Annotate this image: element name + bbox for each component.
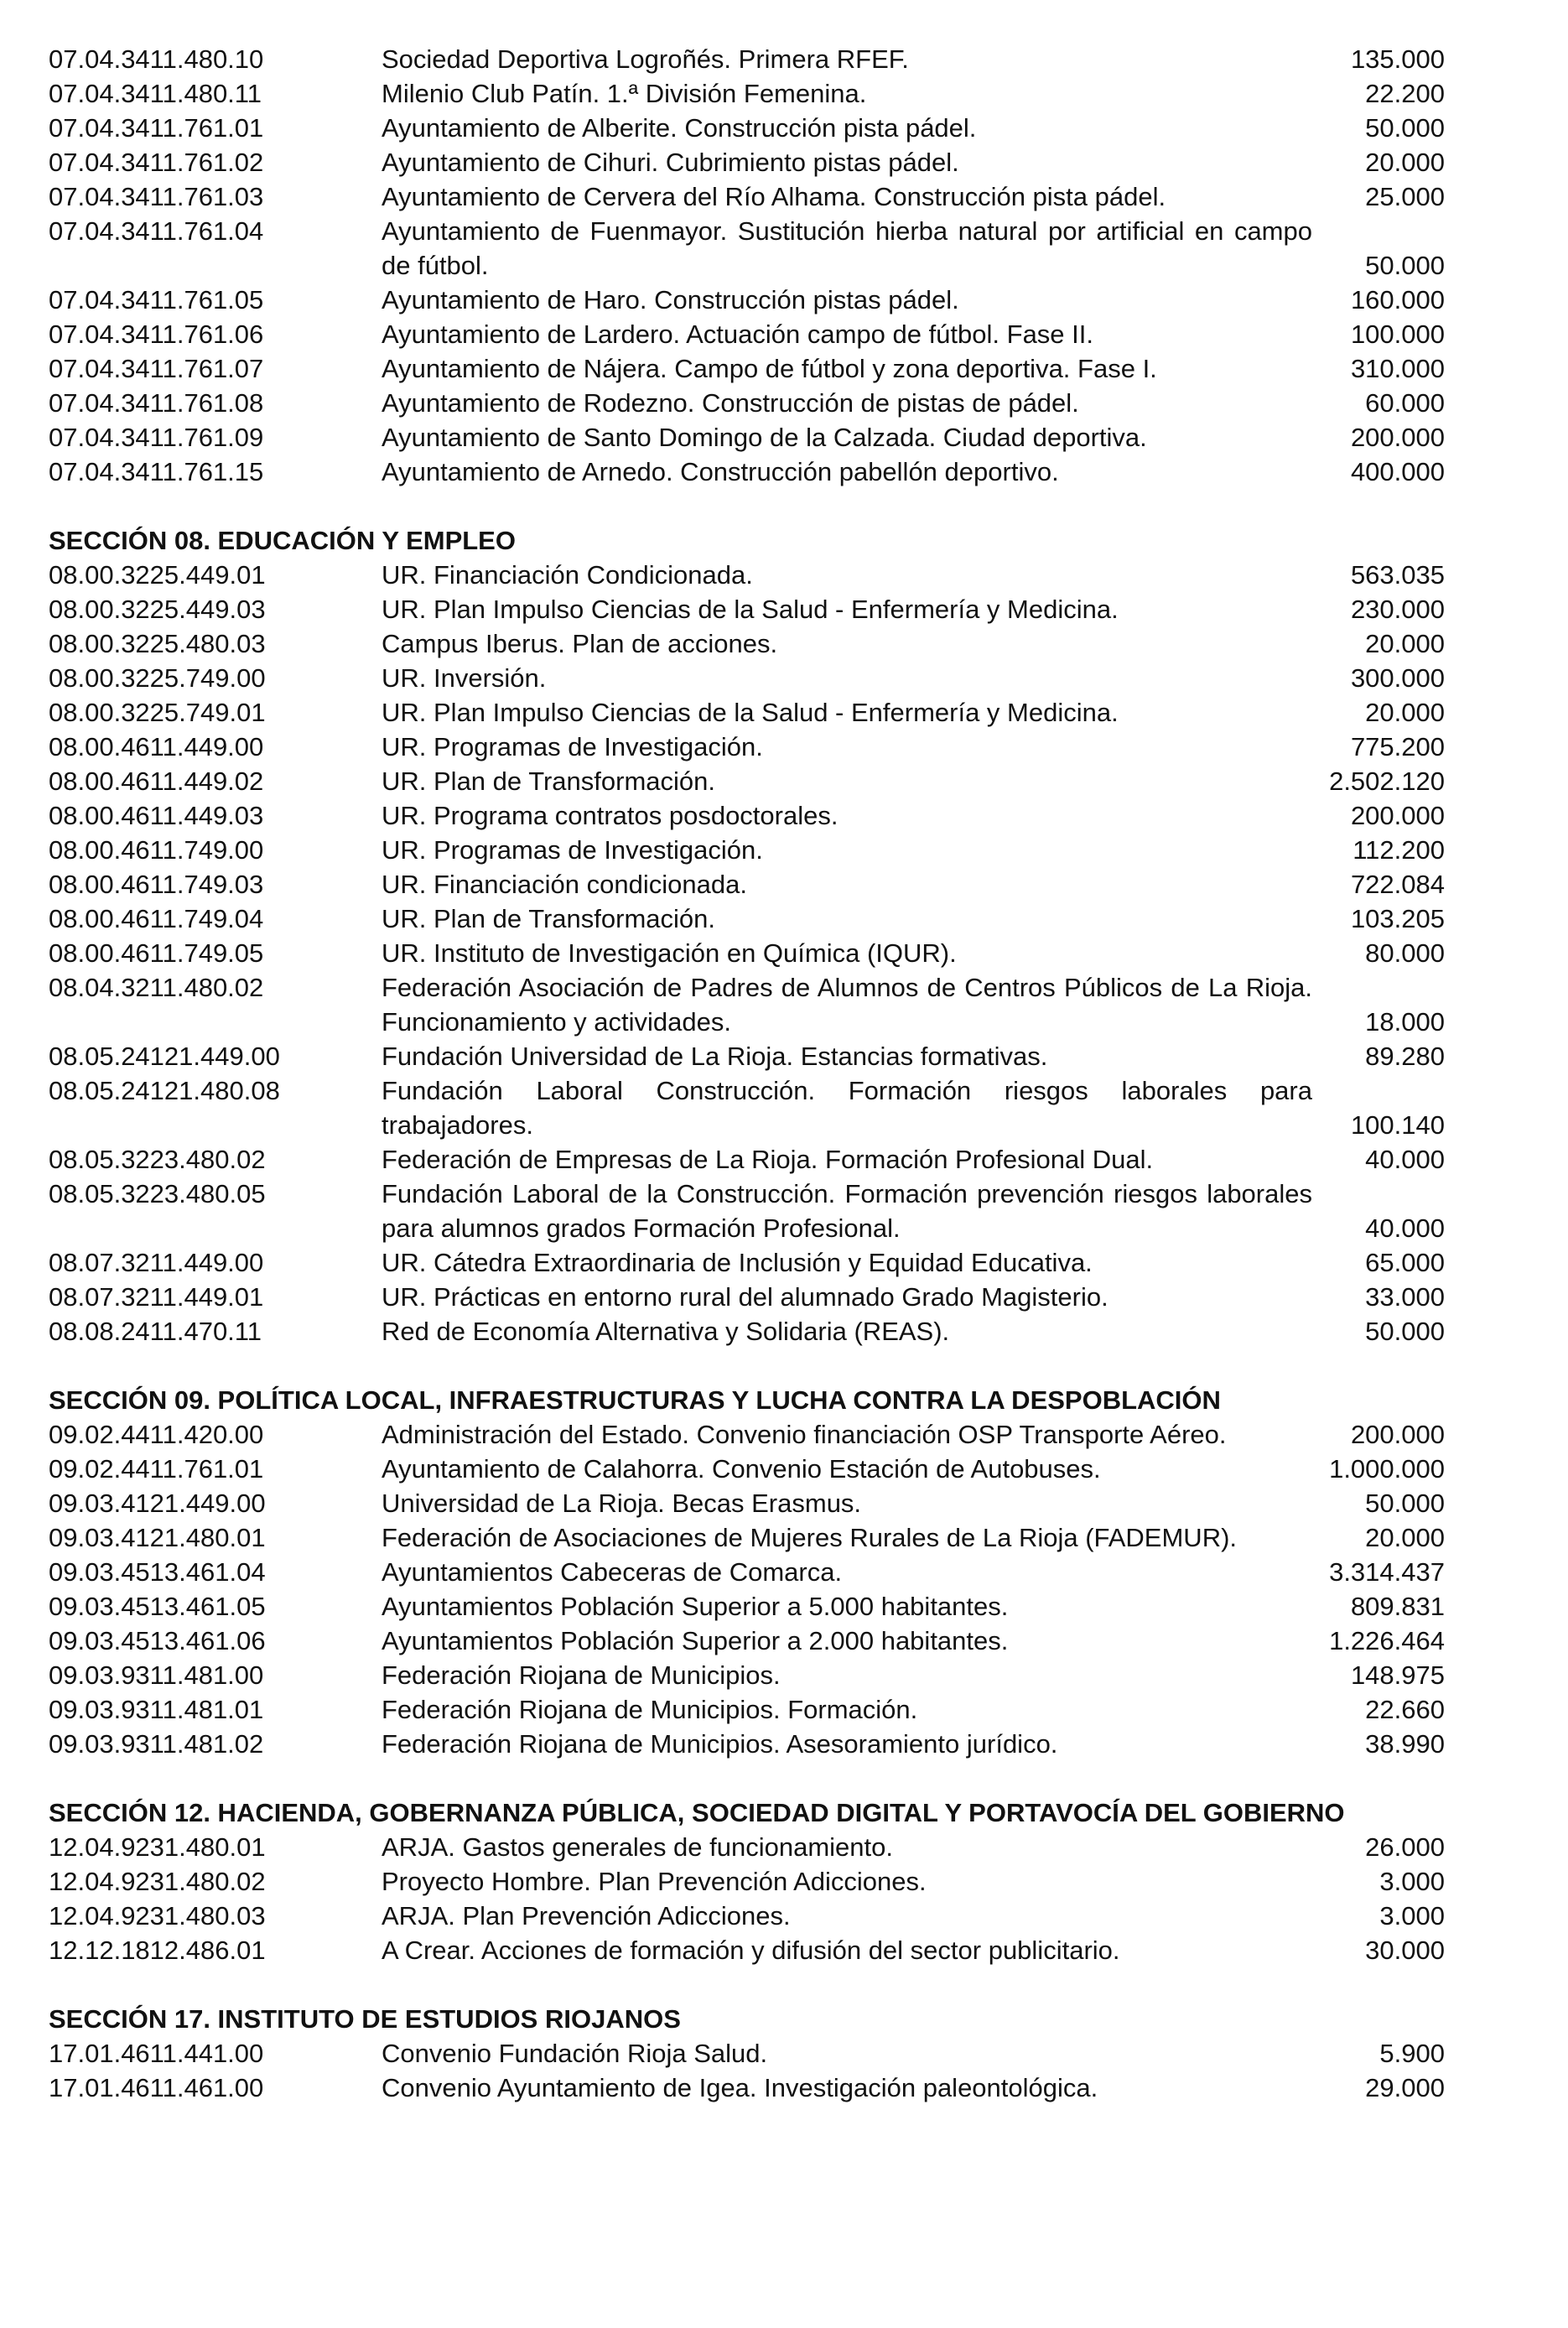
budget-line-row [49, 1486, 1445, 1520]
budget-code: 08.05.24121.480.08 [49, 1076, 280, 1105]
budget-amount: 112.200 [1353, 835, 1445, 865]
budget-amount: 33.000 [1365, 1282, 1445, 1312]
budget-code: 08.07.3211.449.00 [49, 1248, 264, 1277]
budget-line-row [49, 592, 1445, 626]
budget-code: 09.02.4411.420.00 [49, 1420, 264, 1449]
budget-line-row [49, 1589, 1445, 1624]
budget-amount: 5.900 [1379, 2039, 1445, 2068]
budget-amount: 65.000 [1365, 1248, 1445, 1277]
budget-amount: 160.000 [1350, 285, 1445, 314]
budget-description: Ayuntamiento de Fuenmayor. Sustitución hierba natural por artificial en campo de fútbol. [382, 216, 1312, 280]
budget-line-row [49, 1933, 1445, 1967]
budget-amount: 18.000 [1365, 1007, 1445, 1037]
section-heading: SECCIÓN 17. INSTITUTO DE ESTUDIOS RIOJANOS [49, 2004, 681, 2034]
budget-description: UR. Inversión. [382, 663, 547, 693]
budget-amount: 22.200 [1365, 79, 1445, 108]
budget-amount: 3.314.437 [1329, 1557, 1445, 1587]
budget-line-row [49, 1692, 1445, 1727]
budget-amount: 400.000 [1350, 457, 1445, 486]
budget-code: 08.00.4611.449.02 [49, 766, 264, 796]
budget-code: 08.00.3225.449.01 [49, 560, 266, 590]
budget-line-row [49, 1830, 1445, 1864]
budget-code: 07.04.3411.761.03 [49, 182, 264, 211]
budget-description: Ayuntamiento de Santo Domingo de la Calzada. Ciudad deportiva. [382, 423, 1147, 452]
budget-code: 08.08.2411.470.11 [49, 1317, 262, 1346]
budget-amount: 29.000 [1365, 2073, 1445, 2102]
budget-code: 08.00.3225.449.03 [49, 595, 266, 624]
budget-line-row [49, 214, 1445, 283]
budget-line-row [49, 1314, 1445, 1348]
budget-description: Federación Riojana de Municipios. Asesoramiento jurídico. [382, 1729, 1058, 1759]
budget-line-row [49, 351, 1445, 386]
budget-line-row [49, 283, 1445, 317]
budget-description: UR. Plan de Transformación. [382, 766, 716, 796]
budget-amount: 20.000 [1365, 629, 1445, 658]
budget-description: UR. Programas de Investigación. [382, 732, 763, 761]
budget-description: Ayuntamiento de Cihuri. Cubrimiento pistas pádel. [382, 148, 959, 177]
budget-amount: 60.000 [1365, 388, 1445, 418]
budget-line-row [49, 661, 1445, 695]
budget-code: 17.01.4611.461.00 [49, 2073, 264, 2102]
budget-line-row [49, 455, 1445, 489]
budget-description: Convenio Ayuntamiento de Igea. Investigación paleontológica. [382, 2073, 1098, 2102]
budget-description: Federación de Asociaciones de Mujeres Rurales de La Rioja (FADEMUR). [382, 1523, 1238, 1552]
budget-line-row [49, 1624, 1445, 1658]
budget-line-row [49, 1727, 1445, 1761]
budget-amount: 40.000 [1365, 1145, 1445, 1174]
budget-code: 07.04.3411.761.01 [49, 113, 264, 143]
budget-line-row [49, 420, 1445, 455]
budget-amount: 135.000 [1350, 44, 1445, 74]
budget-amount: 89.280 [1365, 1042, 1445, 1071]
budget-amount: 38.990 [1365, 1729, 1445, 1759]
budget-amount: 1.226.464 [1329, 1626, 1445, 1655]
budget-description: Ayuntamiento de Calahorra. Convenio Estación de Autobuses. [382, 1454, 1101, 1484]
budget-description: Ayuntamiento de Arnedo. Construcción pabellón deportivo. [382, 457, 1059, 486]
budget-document-page [49, 42, 1445, 2105]
budget-description: Sociedad Deportiva Logroñés. Primera RFEF. [382, 44, 909, 74]
budget-description: UR. Programas de Investigación. [382, 835, 763, 865]
section-heading: SECCIÓN 12. HACIENDA, GOBERNANZA PÚBLICA, SOCIEDAD DIGITAL Y PORTAVOCÍA DEL GOBIERNO [49, 1798, 1345, 1827]
budget-amount: 20.000 [1365, 148, 1445, 177]
budget-amount: 563.035 [1350, 560, 1445, 590]
budget-description: UR. Plan de Transformación. [382, 904, 716, 933]
budget-line-row [49, 764, 1445, 798]
budget-description: Ayuntamiento de Cervera del Río Alhama. Construcción pista pádel. [382, 182, 1166, 211]
budget-description: UR. Financiación condicionada. [382, 870, 747, 899]
budget-amount: 22.660 [1365, 1695, 1445, 1724]
section-spacer [49, 489, 1445, 523]
budget-code: 09.03.4513.461.04 [49, 1557, 266, 1587]
budget-description: Fundación Laboral de la Construcción. Formación prevención riesgos laborales para alumnos grados Formación Profesional. [382, 1179, 1312, 1243]
budget-line-row [49, 1245, 1445, 1280]
budget-code: 07.04.3411.761.15 [49, 457, 264, 486]
budget-code: 07.04.3411.761.02 [49, 148, 264, 177]
budget-code: 09.03.9311.481.00 [49, 1660, 264, 1690]
budget-code: 17.01.4611.441.00 [49, 2039, 264, 2068]
budget-line-row [49, 695, 1445, 730]
budget-amount: 50.000 [1365, 1317, 1445, 1346]
budget-description: Ayuntamiento de Lardero. Actuación campo de fútbol. Fase II. [382, 320, 1094, 349]
section-spacer [49, 1348, 1445, 1383]
budget-amount: 200.000 [1350, 801, 1445, 830]
budget-description: Red de Economía Alternativa y Solidaria (REAS). [382, 1317, 950, 1346]
budget-code: 12.04.9231.480.03 [49, 1901, 266, 1930]
budget-line-row [49, 111, 1445, 145]
budget-description: UR. Programa contratos posdoctorales. [382, 801, 839, 830]
budget-description: Ayuntamientos Población Superior a 5.000 habitantes. [382, 1592, 1009, 1621]
budget-description: Convenio Fundación Rioja Salud. [382, 2039, 768, 2068]
budget-line-row [49, 970, 1445, 1039]
budget-code: 07.04.3411.761.08 [49, 388, 264, 418]
budget-amount: 25.000 [1365, 182, 1445, 211]
budget-line-row [49, 1073, 1445, 1142]
budget-line-row [49, 1142, 1445, 1177]
budget-line-row [49, 1280, 1445, 1314]
budget-code: 12.04.9231.480.01 [49, 1832, 266, 1862]
budget-amount: 30.000 [1365, 1936, 1445, 1965]
budget-code: 07.04.3411.761.06 [49, 320, 264, 349]
budget-amount: 40.000 [1365, 1213, 1445, 1243]
section-spacer [49, 1967, 1445, 2002]
budget-description: Ayuntamientos Cabeceras de Comarca. [382, 1557, 843, 1587]
section-heading: SECCIÓN 08. EDUCACIÓN Y EMPLEO [49, 526, 516, 555]
budget-amount: 26.000 [1365, 1832, 1445, 1862]
budget-amount: 200.000 [1350, 423, 1445, 452]
budget-amount: 20.000 [1365, 1523, 1445, 1552]
budget-amount: 148.975 [1350, 1660, 1445, 1690]
budget-code: 07.04.3411.761.07 [49, 354, 264, 383]
budget-code: 08.00.4611.749.03 [49, 870, 264, 899]
budget-code: 09.03.4513.461.06 [49, 1626, 266, 1655]
budget-amount: 300.000 [1350, 663, 1445, 693]
budget-description: UR. Plan Impulso Ciencias de la Salud - Enfermería y Medicina. [382, 698, 1119, 727]
budget-amount: 100.140 [1350, 1110, 1445, 1140]
budget-description: UR. Prácticas en entorno rural del alumnado Grado Magisterio. [382, 1282, 1109, 1312]
budget-code: 09.03.9311.481.02 [49, 1729, 264, 1759]
section-spacer [49, 1761, 1445, 1795]
budget-code: 08.00.4611.449.03 [49, 801, 264, 830]
budget-line-row [49, 558, 1445, 592]
budget-code: 09.03.9311.481.01 [49, 1695, 264, 1724]
budget-line-row [49, 2036, 1445, 2071]
budget-code: 08.00.3225.480.03 [49, 629, 266, 658]
budget-code: 08.00.4611.749.05 [49, 938, 264, 968]
budget-code: 07.04.3411.761.04 [49, 216, 264, 246]
budget-description: Ayuntamiento de Nájera. Campo de fútbol y zona deportiva. Fase I. [382, 354, 1157, 383]
budget-code: 12.04.9231.480.02 [49, 1867, 266, 1896]
budget-amount: 1.000.000 [1329, 1454, 1445, 1484]
budget-description: UR. Instituto de Investigación en Química (IQUR). [382, 938, 957, 968]
budget-amount: 809.831 [1350, 1592, 1445, 1621]
budget-description: Federación Riojana de Municipios. Formación. [382, 1695, 918, 1724]
budget-code: 12.12.1812.486.01 [49, 1936, 266, 1965]
budget-line-row [49, 1039, 1445, 1073]
budget-code: 08.00.4611.749.00 [49, 835, 264, 865]
budget-description: Ayuntamiento de Haro. Construcción pistas pádel. [382, 285, 959, 314]
budget-amount: 230.000 [1350, 595, 1445, 624]
budget-amount: 3.000 [1379, 1901, 1445, 1930]
budget-line-row [49, 2071, 1445, 2105]
budget-description: UR. Financiación Condicionada. [382, 560, 753, 590]
budget-description: UR. Plan Impulso Ciencias de la Salud - Enfermería y Medicina. [382, 595, 1119, 624]
budget-line-row [49, 145, 1445, 179]
budget-code: 09.03.4121.480.01 [49, 1523, 266, 1552]
budget-description: Federación Riojana de Municipios. [382, 1660, 781, 1690]
budget-description: Ayuntamiento de Rodezno. Construcción de pistas de pádel. [382, 388, 1079, 418]
budget-line-row [49, 1417, 1445, 1452]
budget-amount: 200.000 [1350, 1420, 1445, 1449]
budget-line-row [49, 317, 1445, 351]
budget-amount: 80.000 [1365, 938, 1445, 968]
budget-amount: 722.084 [1350, 870, 1445, 899]
budget-line-row [49, 833, 1445, 867]
budget-amount: 103.205 [1350, 904, 1445, 933]
budget-line-row [49, 1520, 1445, 1555]
budget-amount: 20.000 [1365, 698, 1445, 727]
budget-description: ARJA. Gastos generales de funcionamiento. [382, 1832, 894, 1862]
budget-line-row [49, 1452, 1445, 1486]
budget-amount: 775.200 [1350, 732, 1445, 761]
budget-description: Proyecto Hombre. Plan Prevención Adicciones. [382, 1867, 927, 1896]
budget-description: Fundación Laboral Construcción. Formación riesgos laborales para trabajadores. [382, 1076, 1312, 1140]
budget-line-row [49, 798, 1445, 833]
budget-description: Federación Asociación de Padres de Alumnos de Centros Públicos de La Rioja. Funcionamiento y actividades. [382, 973, 1312, 1037]
budget-code: 08.00.4611.749.04 [49, 904, 264, 933]
budget-code: 09.02.4411.761.01 [49, 1454, 264, 1484]
budget-amount: 50.000 [1365, 1489, 1445, 1518]
budget-code: 08.04.3211.480.02 [49, 973, 264, 1002]
budget-code: 08.07.3211.449.01 [49, 1282, 264, 1312]
budget-description: Universidad de La Rioja. Becas Erasmus. [382, 1489, 862, 1518]
budget-description: Campus Iberus. Plan de acciones. [382, 629, 778, 658]
budget-line-row [49, 179, 1445, 214]
budget-code: 09.03.4513.461.05 [49, 1592, 266, 1621]
budget-code: 09.03.4121.449.00 [49, 1489, 266, 1518]
budget-code: 08.00.3225.749.01 [49, 698, 266, 727]
budget-line-row [49, 1555, 1445, 1589]
budget-line-row [49, 867, 1445, 902]
budget-line-row [49, 936, 1445, 970]
budget-amount: 100.000 [1350, 320, 1445, 349]
budget-amount: 3.000 [1379, 1867, 1445, 1896]
budget-description: A Crear. Acciones de formación y difusión del sector publicitario. [382, 1936, 1120, 1965]
budget-amount: 50.000 [1365, 251, 1445, 280]
budget-code: 08.00.3225.749.00 [49, 663, 266, 693]
budget-line-row [49, 730, 1445, 764]
budget-code: 08.05.3223.480.02 [49, 1145, 266, 1174]
budget-code: 08.05.3223.480.05 [49, 1179, 266, 1208]
budget-line-row [49, 386, 1445, 420]
budget-line-row [49, 902, 1445, 936]
budget-description: Milenio Club Patín. 1.ª División Femenina. [382, 79, 867, 108]
budget-code: 07.04.3411.761.09 [49, 423, 264, 452]
budget-code: 08.05.24121.449.00 [49, 1042, 280, 1071]
budget-line-row [49, 76, 1445, 111]
budget-code: 07.04.3411.480.11 [49, 79, 262, 108]
budget-line-row [49, 1177, 1445, 1245]
budget-amount: 2.502.120 [1329, 766, 1445, 796]
budget-line-row [49, 626, 1445, 661]
budget-line-row [49, 42, 1445, 76]
budget-line-row [49, 1899, 1445, 1933]
budget-description: Federación de Empresas de La Rioja. Formación Profesional Dual. [382, 1145, 1154, 1174]
budget-description: UR. Cátedra Extraordinaria de Inclusión y Equidad Educativa. [382, 1248, 1093, 1277]
section-heading: SECCIÓN 09. POLÍTICA LOCAL, INFRAESTRUCTURAS Y LUCHA CONTRA LA DESPOBLACIÓN [49, 1385, 1221, 1415]
budget-line-row [49, 1864, 1445, 1899]
budget-line-row [49, 1658, 1445, 1692]
budget-description: Ayuntamiento de Alberite. Construcción pista pádel. [382, 113, 977, 143]
budget-code: 07.04.3411.480.10 [49, 44, 264, 74]
budget-amount: 310.000 [1350, 354, 1445, 383]
budget-code: 08.00.4611.449.00 [49, 732, 264, 761]
budget-description: ARJA. Plan Prevención Adicciones. [382, 1901, 791, 1930]
budget-amount: 50.000 [1365, 113, 1445, 143]
budget-code: 07.04.3411.761.05 [49, 285, 264, 314]
budget-description: Fundación Universidad de La Rioja. Estancias formativas. [382, 1042, 1048, 1071]
budget-description: Ayuntamientos Población Superior a 2.000 habitantes. [382, 1626, 1009, 1655]
budget-description: Administración del Estado. Convenio financiación OSP Transporte Aéreo. [382, 1420, 1227, 1449]
